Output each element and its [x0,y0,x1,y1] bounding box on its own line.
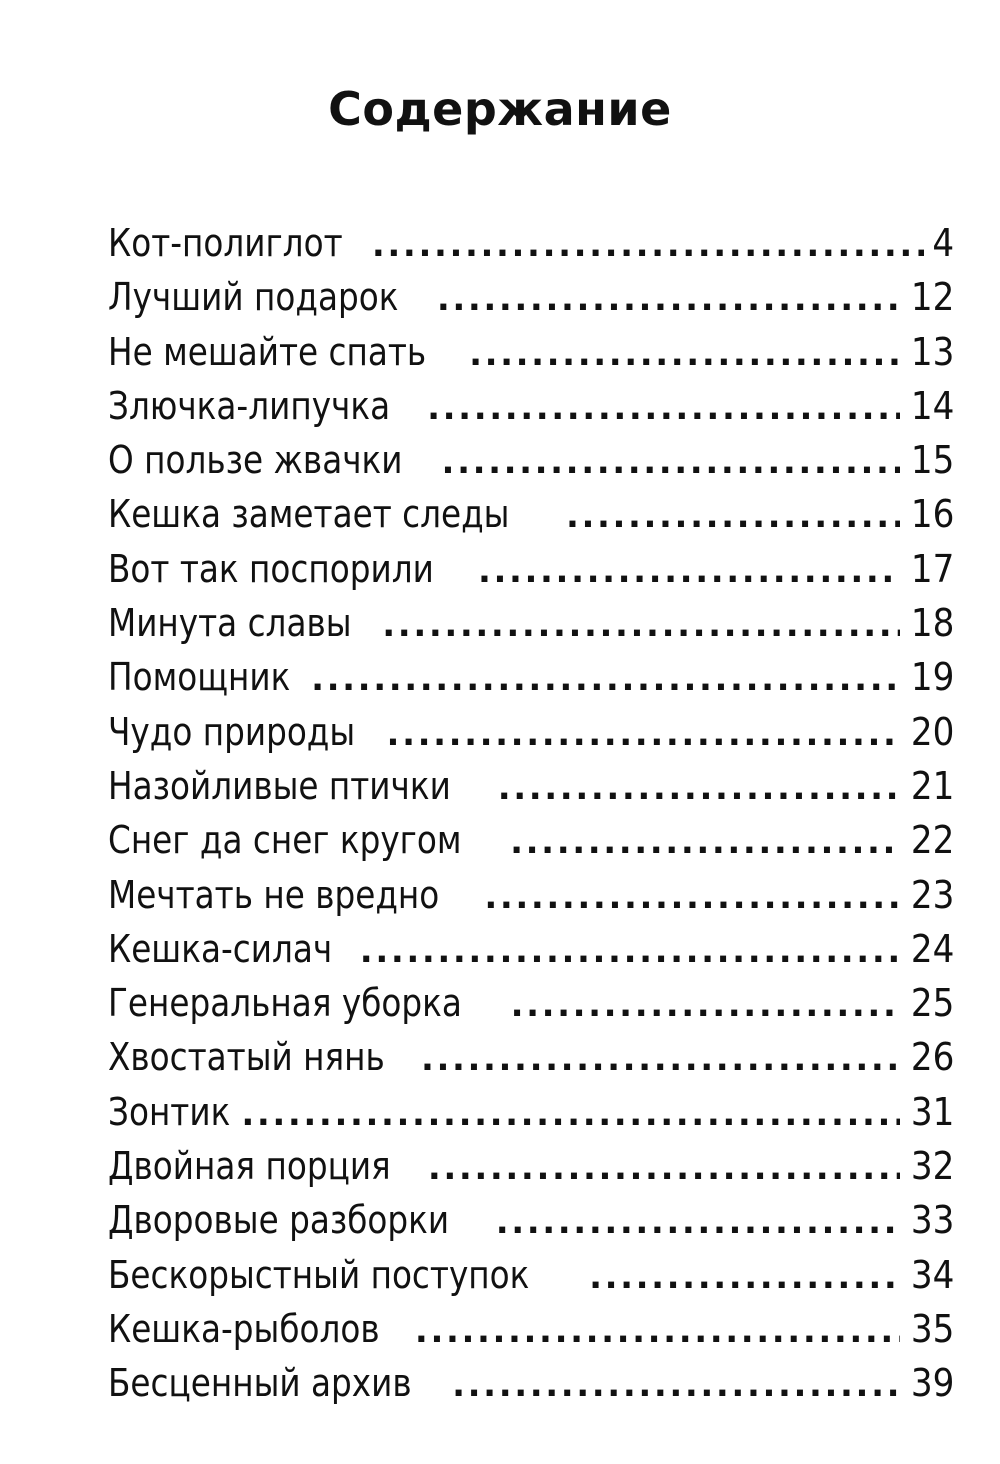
toc-entry-title: Снег да снег кругом [108,818,462,863]
toc-entry-title: Мечтать не вредно [108,872,440,917]
table-of-contents [108,216,954,1411]
dot-leader [469,327,900,379]
toc-entry-title: Генеральная уборка [108,981,462,1026]
dot-leader [498,761,900,813]
toc-page-number: 13 [910,329,954,374]
toc-page-number: 12 [910,275,954,320]
toc-entry-title: Кешка заметает следы [108,492,510,537]
toc-entry-title: Назойливые птички [108,763,451,808]
toc-page-number: 39 [910,1361,954,1406]
toc-page-number: 20 [910,709,954,754]
dot-leader [442,435,900,487]
dot-leader [566,489,900,541]
toc-entry-title: Не мешайте спать [108,329,427,374]
toc-entry-title: Кот-полиглот [108,221,343,265]
toc-page-number: 15 [910,438,954,483]
toc-page-number: 34 [910,1252,954,1297]
toc-page-number: 24 [910,926,954,971]
dot-leader [478,544,900,596]
dot-leader [427,381,900,433]
toc-page-number: 33 [910,1198,954,1243]
toc-entry-title: Бескорыстный поступок [108,1252,530,1297]
toc-entry-title: Вот так поспорили [108,546,434,591]
toc-page-number: 17 [910,546,954,591]
toc-entry [108,487,954,541]
dot-leader [421,1032,900,1084]
toc-entry [108,868,954,922]
toc-entry [108,542,954,596]
toc-entry-title: Двойная порция [108,1144,391,1189]
toc-page-number: 21 [910,763,954,808]
toc-entry [108,433,954,487]
toc-entry [108,1248,954,1302]
toc-page-number: 25 [910,981,954,1026]
toc-entry [108,270,954,324]
toc-entry-title: Лучший подарок [108,275,399,320]
toc-page-number: 16 [910,492,954,537]
toc-page-number: 32 [910,1144,954,1189]
toc-page-number: 14 [910,383,954,428]
dot-leader [428,1141,900,1193]
toc-entry [108,705,954,759]
dot-leader [510,815,900,867]
toc-entry [108,1193,954,1247]
dot-leader [311,652,900,704]
dot-leader [511,978,900,1030]
toc-entry [108,596,954,650]
toc-entry-title: Хвостатый нянь [108,1035,385,1080]
toc-entry-title: Кешка-рыболов [108,1306,380,1351]
toc-entry [108,922,954,976]
toc-entry [108,813,954,867]
toc-entry-title: Минута славы [108,601,352,646]
toc-page-number: 35 [910,1306,954,1351]
toc-entry [108,1302,954,1356]
toc-entry [108,379,954,433]
dot-leader [387,707,900,759]
toc-entry-title: Чудо природы [108,709,356,754]
toc-page-number: 26 [910,1035,954,1080]
toc-page-number: 19 [910,655,954,700]
toc-entry-title: Кешка-силач [108,926,333,971]
dot-leader [452,1358,900,1410]
toc-page-number: 22 [910,818,954,863]
toc-entry [108,759,954,813]
toc-page-number: 23 [910,872,954,917]
dot-leader [360,924,900,976]
toc-entry [108,216,954,270]
toc-entry-title: Зонтик [108,1089,231,1134]
toc-entry [108,1139,954,1193]
page-title: Содержание [328,81,672,136]
toc-entry [108,650,954,704]
toc-entry [108,976,954,1030]
toc-entry [108,325,954,379]
toc-entry [108,1356,954,1410]
dot-leader [484,870,899,922]
dot-leader [382,598,899,650]
toc-entry-title: Бесценный архив [108,1361,412,1406]
toc-entry [108,1030,954,1084]
toc-page-number: 31 [910,1089,954,1134]
toc-page-number: 18 [910,601,954,646]
toc-entry-title: О пользе жвачки [108,438,403,483]
toc-entry-title: Дворовые разборки [108,1198,450,1243]
toc-entry-title: Злючка-липучка [108,383,391,428]
toc-page-number: 4 [932,221,954,265]
dot-leader [372,218,924,270]
toc-entry-title: Помощник [108,655,291,700]
dot-leader [437,272,900,324]
dot-leader [241,1087,899,1139]
toc-entry [108,1085,954,1139]
dot-leader [415,1304,900,1356]
dot-leader [496,1195,900,1247]
dot-leader [589,1250,900,1302]
